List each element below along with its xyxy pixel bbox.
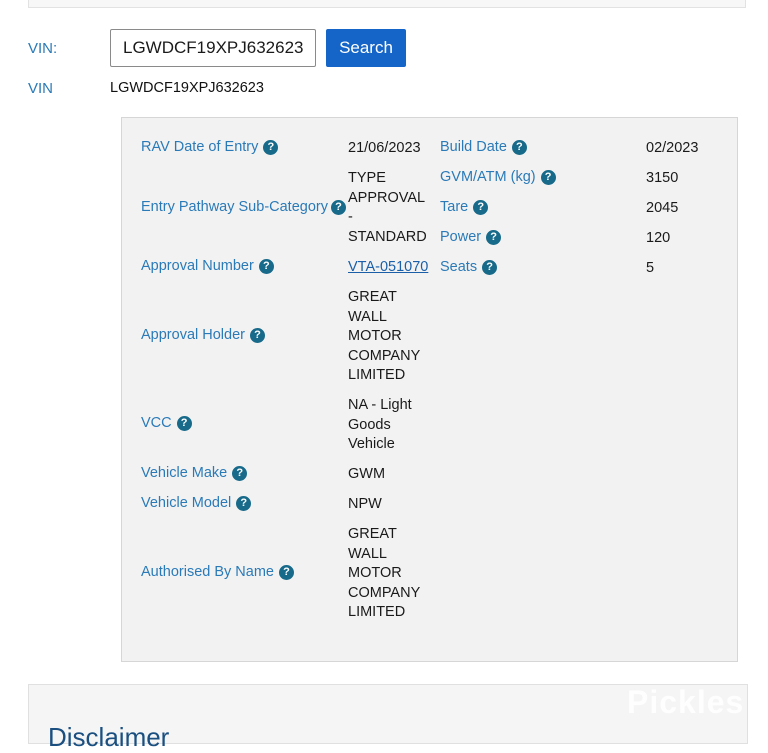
vin-search-label: VIN: <box>28 40 58 57</box>
pickles-watermark: Pickles <box>627 684 745 720</box>
value-line: STANDARD <box>348 228 427 245</box>
label-build-date <box>440 139 527 155</box>
value-line: MOTOR <box>348 565 402 582</box>
label-tare <box>440 199 488 215</box>
value-line: GREAT <box>348 289 397 305</box>
help-icon[interactable]: ? <box>250 328 265 343</box>
value-build-date: 02/2023 <box>646 140 699 156</box>
label-gvm-atm <box>440 169 556 185</box>
help-icon[interactable]: ? <box>259 259 274 274</box>
value-power: 120 <box>646 230 671 246</box>
help-icon[interactable]: ? <box>541 170 556 185</box>
label-text: Approval Holder <box>141 327 245 343</box>
value-rav-date-of-entry: 21/06/2023 <box>348 140 421 156</box>
label-text: RAV Date of Entry <box>141 139 259 155</box>
value-line: COMPANY <box>348 584 421 601</box>
value-line: LIMITED <box>348 367 406 384</box>
top-panel <box>28 0 746 8</box>
value-line: COMPANY <box>348 347 421 364</box>
value-line: GREAT <box>348 526 397 542</box>
value-line: LIMITED <box>348 604 406 621</box>
value-authorised-by-name <box>348 525 420 623</box>
help-icon[interactable]: ? <box>473 200 488 215</box>
label-vcc <box>141 415 192 431</box>
value-vcc <box>348 396 412 455</box>
label-text: Seats <box>440 259 478 275</box>
value-line: WALL <box>348 545 387 562</box>
help-icon[interactable]: ? <box>486 230 501 245</box>
vin-result-label: VIN <box>28 80 54 97</box>
label-text: VCC <box>141 415 172 431</box>
label-power <box>440 229 501 245</box>
label-text: Tare <box>440 199 469 215</box>
label-text: Vehicle Make <box>141 465 228 481</box>
value-gvm-atm: 3150 <box>646 170 679 186</box>
help-icon[interactable]: ? <box>177 416 192 431</box>
search-button[interactable]: Search <box>326 29 406 67</box>
value-approval-holder <box>348 288 420 386</box>
label-seats <box>440 259 497 275</box>
value-line: TYPE <box>348 170 386 186</box>
disclaimer-heading: Disclaimer <box>48 722 170 752</box>
label-text: Power <box>440 229 482 245</box>
label-text: Vehicle Model <box>141 495 232 511</box>
vin-search-input[interactable] <box>110 29 316 67</box>
help-icon[interactable]: ? <box>512 140 527 155</box>
vehicle-details-panel <box>121 117 738 662</box>
value-line: NA - Light <box>348 397 412 413</box>
value-vehicle-model: NPW <box>348 496 382 512</box>
label-text: Authorised By Name <box>141 564 274 580</box>
label-text: GVM/ATM (kg) <box>440 169 536 185</box>
label-approval-number <box>141 258 274 274</box>
value-line: - <box>348 209 353 226</box>
approval-number-link[interactable]: VTA-051070 <box>348 259 429 275</box>
value-entry-pathway-sub-category <box>348 169 427 247</box>
help-icon[interactable]: ? <box>482 260 497 275</box>
label-vehicle-model <box>141 495 251 511</box>
value-line: Vehicle <box>348 436 395 453</box>
value-line: MOTOR <box>348 328 402 345</box>
label-text: Build Date <box>440 139 507 155</box>
value-line: WALL <box>348 308 387 325</box>
label-authorised-by-name <box>141 564 294 580</box>
label-text: Entry Pathway Sub-Category <box>141 199 328 215</box>
label-text: Approval Number <box>141 258 254 274</box>
help-icon[interactable]: ? <box>331 200 346 215</box>
label-approval-holder <box>141 327 265 343</box>
vin-result-value: LGWDCF19XPJ632623 <box>110 80 264 96</box>
help-icon[interactable]: ? <box>232 466 247 481</box>
value-vehicle-make: GWM <box>348 466 386 482</box>
label-vehicle-make <box>141 465 247 481</box>
help-icon[interactable]: ? <box>236 496 251 511</box>
label-entry-pathway-sub-category <box>141 199 346 215</box>
value-line: APPROVAL <box>348 189 426 206</box>
help-icon[interactable]: ? <box>263 140 278 155</box>
help-icon[interactable]: ? <box>279 565 294 580</box>
value-line: Goods <box>348 416 391 433</box>
value-tare: 2045 <box>646 200 679 216</box>
label-rav-date-of-entry <box>141 139 278 155</box>
value-seats: 5 <box>646 260 655 276</box>
